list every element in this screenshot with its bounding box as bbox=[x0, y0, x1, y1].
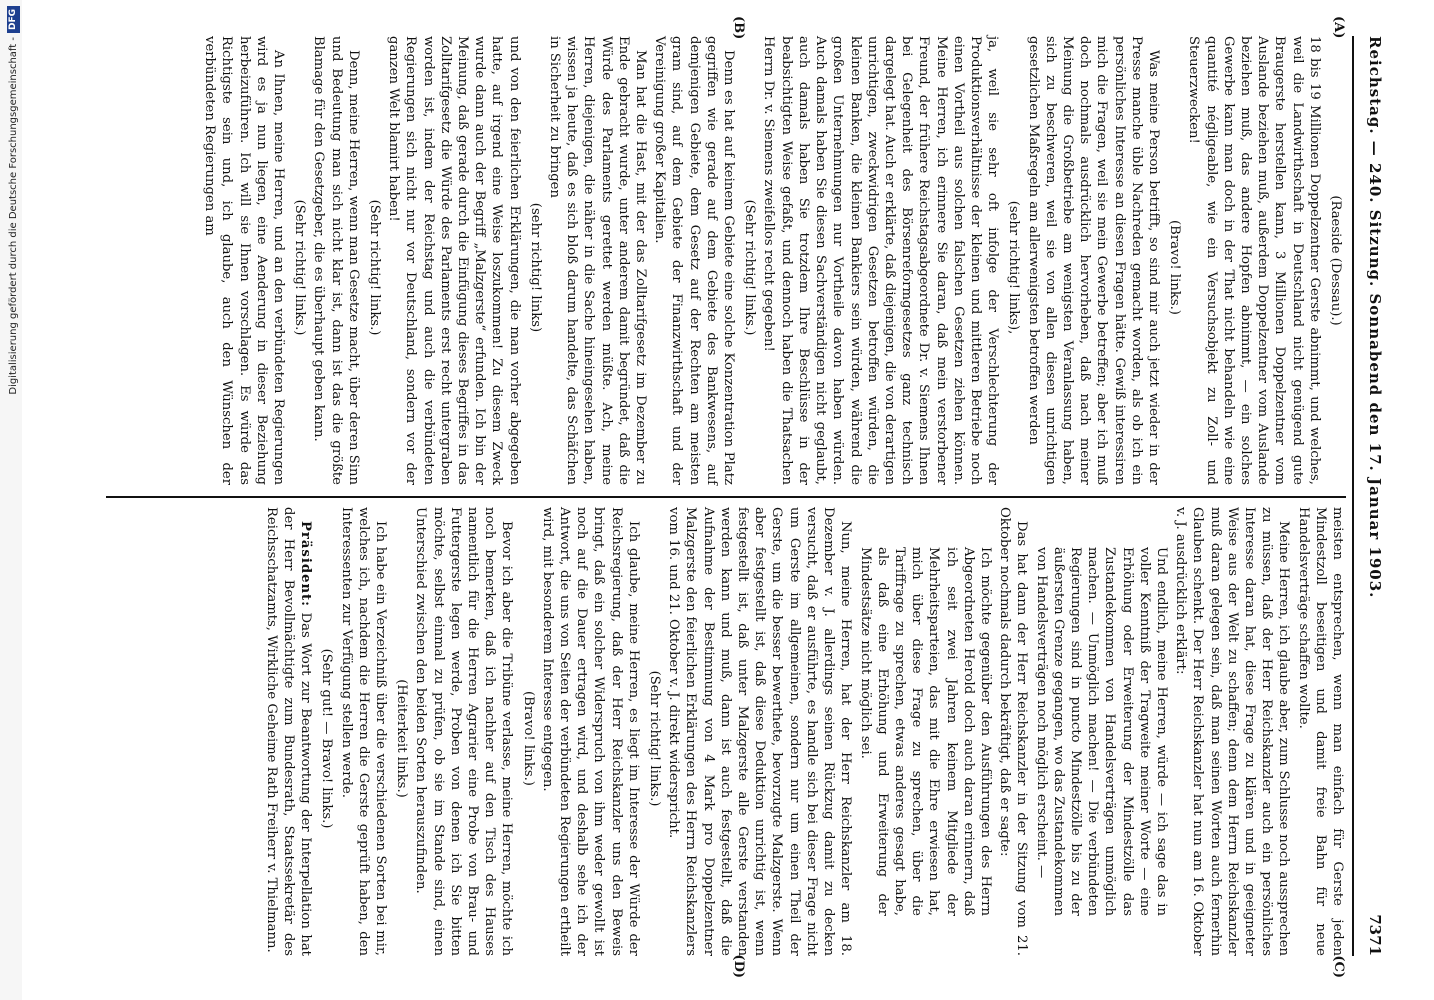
paragraph: ja, weil sie sehr oft infolge der Verschlechterung der Produktionsverhältnisse der kleinen und mittleren Betriebe noch einen Vortheil aus solchen falschen Gesetzen ziehen können. Meine Herren, ich erinnere Sie daran, daß mein verstorbener Freund, der frühere Reichstagsabgeordnete Dr. v. Siemens Ihnen bei Gelegenheit des Börsenreformgesetzes ganz technisch dargelegt hat. Auch er erklärte, daß diejenigen, die von derartigen unrichtigen, zweckwidrigen Gesetzen betroffen würden, die kleinen Banken, die kleinen Bankiers sein würden, während die großen Unternehmungen nur Vortheile davon haben würden. Auch damals haben Sie diesen Sachverständigen nicht geglaubt, auch damals haben Sie trotzdem Ihre Beschlüsse in der beabsichtigten Weise gefaßt, und dennoch haben die Thatsachen Herrn Dr. v. Siemens zweifellos recht gegeben! bbox=[761, 36, 1001, 485]
paragraph: Das hat dann der Herr Reichskanzler in der Sitzung vom 21. Oktober nochmals dadurch bekräftigt, daß er sagte: bbox=[997, 507, 1030, 956]
interjection: (sehr richtig! links) bbox=[527, 202, 543, 333]
interjection: (Sehr richtig! links.) bbox=[292, 199, 308, 336]
paragraph: Nun, meine Herren, hat der Herr Reichskanzler am 18. Dezember v. J. allerdings seinen Rückzug damit zu decken versucht, daß er ausführte, es handle sich bei dieser Frage nicht um Gerste im allgemeinen, sondern nur um einen Theil der Gerste, um die besser bewerthete, bevorzugte Malzgerste. Wenn aber festgestellt ist, daß diese Deduktion unrichtig ist, wenn festgestellt ist, daß unter Malzgerste alle Gerste verstanden werden kann und muß, dann ist auch festgestellt, daß die Aufnahme der Bestimmung von 4 Mark pro Doppelzentner Malzgerste den feierlichen Erklärungen des Herrn Reichskanzlers vom 16. und 21. Oktober v. J. direkt widerspricht. bbox=[666, 507, 854, 956]
text-columns bbox=[106, 16, 1346, 978]
dfg-logo: DFG bbox=[7, 6, 20, 33]
header-title: Reichstag. — 240. Sitzung. Sonnabend den 17. Januar 1903. bbox=[1366, 36, 1384, 599]
page-header bbox=[1352, 36, 1384, 956]
digitization-text: Digitalisierung gefördert durch die Deutsche Forschungsgemeinschaft - bbox=[7, 37, 19, 395]
paragraph-text: Das Wort zur Beantwortung der Interpellation hat der Herr Bevollmächtigte zum Bundesrath, Staatssekretär des Reichsschatzamts, Wirkliche Geheime Rath Freiherr v. Thielmann. bbox=[263, 507, 314, 956]
paragraph: Bevor ich aber die Tribüne verlasse, meine Herren, möchte ich noch bemerken, daß ich nachher auf den Tisch des Hauses namentlich für die Herren Agrarier eine Probe von Brau- und Futtergerste legen werde, Proben von denen ich Sie bitten möchte, selbst einmal zu prüfen, ob sie im Stande sind, einen Unterschied zwischen den beiden Sorten herauszufinden. bbox=[413, 507, 515, 956]
margin-marker-a: (A) bbox=[1331, 16, 1346, 39]
paragraph: Ich habe ein Verzeichniß über die verschiedenen Sorten bei mir, welches ich, nachdem die Herren die Gerste geprüft haben, den Interessenten zur Verfügung stellen werde. bbox=[338, 507, 389, 956]
speaker-label: Präsident: bbox=[298, 521, 314, 608]
page-number: 7371 bbox=[1366, 914, 1384, 956]
column-divider bbox=[106, 496, 1346, 498]
scanned-page bbox=[80, 16, 1390, 976]
left-column bbox=[106, 36, 1346, 485]
paragraph: Man hat die Hast, mit der das Zolltarifgesetz im Dezember zu Ende gebracht wurde, unter anderem damit begründet, daß die Würde des Parlaments gerettet werden müßte. Ach, meine Herren, diejenigen, die näher in die Sache hineingesehen haben, wissen ja heute, daß es sich bloß darum handelte, das Schäfchen in Sicherheit zu bringen bbox=[547, 36, 649, 485]
paragraph: meisten entsprechen, wenn man einfach für Gerste jeden Mindestzoll beseitigen und damit freie Bahn für neue Handelsverträge schaffen wollte. bbox=[1295, 507, 1345, 956]
paragraph: Ich glaube, meine Herren, es liegt im Interesse der Würde der Reichsregierung, daß der Herr Reichskanzler uns den Beweis bringt, daß ein solcher Widerspruch von ihm weder gewollt ist noch auf die Dauer ertragen wird, und deshalb sehe ich der Antwort, die uns von Seiten der verbündeten Regierungen ertheilt wird, mit besonderem Interesse entgegen. bbox=[539, 507, 641, 956]
scanned-page-area bbox=[80, 16, 1390, 976]
interjection: (Sehr richtig! links.) bbox=[367, 199, 383, 336]
margin-marker-c: (C) bbox=[1331, 955, 1346, 978]
interjection: (Sehr richtig! links.) bbox=[647, 670, 663, 807]
interjection: (Bravo! links.) bbox=[1167, 220, 1183, 315]
interjection: (Bravo! links.) bbox=[520, 691, 536, 786]
digitization-notice bbox=[2, 0, 24, 1000]
interjection: (Heiterkeit links.) bbox=[394, 679, 410, 798]
margin-marker-d: (D) bbox=[731, 954, 746, 978]
interjection: (sehr richtig! links), bbox=[1006, 200, 1022, 335]
interjection: (Sehr gut! — Bravo! links.) bbox=[319, 648, 335, 829]
side-strip bbox=[0, 0, 22, 1000]
quotation: Ich möchte gegenüber den Ausführungen des Herrn Abgeordneten Herold doch auch daran erinnern, daß ich seit zwei Jahren keinem Mitgliede der Mehrheitsparteien, das mit die Ehre erwiesen hat, mich über diese Frage zu sprechen, über die Tariffrage zu sprechen, etwas anderes gesagt habe, als daß eine Erhöhung und Erweiterung der Mindestsätze nicht möglich sei. bbox=[857, 547, 993, 916]
speaker-heading: (Raeside (Dessau).) bbox=[1328, 195, 1343, 326]
paragraph: und von den feierlichen Erklärungen, die man vorher abgegeben hatte, auf irgend eine Weise loszukommen! Zu diesem Zweck wurde dann auch der Begriff „Malzgerste“ erfunden. Ich bin der Meinung, daß gerade durch die Einfügung dieses Begriffes in das Zolltarifgesetz die Würde des Parlaments erst recht untergraben worden ist, indem der Reichstag und auch die verbündeten Regierungen sich nicht nur vor Deutschland, sondern vor der ganzen Welt blamirt haben! bbox=[386, 36, 522, 485]
right-column bbox=[106, 507, 1346, 956]
president-paragraph bbox=[263, 507, 315, 956]
paragraph: Meine Herren, ich glaube aber, zum Schlusse noch aussprechen zu müssen, daß der Herr Reichskanzler auch ein persönliches Interesse daran hat, diese Frage zu klären und in geeigneter Weise aus der Welt zu schaffen; denn dem Herrn Reichskanzler muß daran gelegen sein, daß man seinen Worten auch fernerhin Glauben schenkt. Der Herr Reichskanzler hat nun am 16. Oktober v. J. ausdrücklich erklärt: bbox=[1173, 507, 1292, 956]
interjection: (Sehr richtig! links.) bbox=[742, 199, 758, 336]
paragraph: Denn, meine Herren, wenn man Gesetze macht, über deren Sinn und Bedeutung man sich nicht klar ist, dann ist das die größte Blamage für den Gesetzgeber, die es überhaupt geben kann. bbox=[311, 36, 361, 485]
paragraph: Was meine Person betrifft, so sind mir auch jetzt wieder in der Presse manche üble Nachreden gemacht worden, als ob ich ein persönliches Interesse an diesen Fragen hätte. Gewiß interessiren mich die Fragen, weil sie mein Gewerbe betreffen; aber ich muß doch nochmals ausdrücklich hervorheben, daß nach meiner Meinung die Großbetriebe am wenigsten Veranlassung haben, sich zu beschweren, weil sie von allen diesen unrichtigen gesetzlichen Maßregeln am allerwenigsten betroffen werden bbox=[1025, 36, 1161, 485]
quotation: Und endlich, meine Herren, würde — ich sage das in voller Kenntniß der Tragweite meiner Worte — eine Erhöhung oder Erweiterung der Mindestzölle das Zustandekommen von Handelsverträgen unmöglich machen. — Unmöglich machen! — Die verbündeten Regierungen sind in puncto Mindestzölle bis zu der äußersten Grenze gegangen, wo das Zustandekommen von Handelsverträgen noch möglich erscheint. — bbox=[1033, 547, 1169, 916]
paragraph: 18 bis 19 Millionen Doppelzentner Gerste abnimmt, und welches, weil die Landwirthschaft in Deutschland nicht genügend gute Braugerste herstellen kann, 3 Millionen Doppelzentner vom Auslande beziehen muß, außerdem Doppelzentner vom Auslande beziehen muß, das andere Hopfen abnimmt, — ein solches Gewerbe kann man doch in der That nicht behandeln wie eine quantité négligeable, wie ein Versuchsobjekt zu Zoll- und Steuerzwecken! bbox=[1186, 36, 1322, 485]
margin-marker-b: (B) bbox=[731, 16, 746, 40]
paragraph: Denn es hat auf keinem Gebiete eine solche Konzentration Platz gegriffen wie gerade auf dem Gebiete des Bankwesens, auf demjenigen Gebiete, dem Gesetz auf der Rechten am meisten gram sind, auf dem Gebiete der Finanzwirthschaft und der Vereinigung großer Kapitalien. bbox=[652, 36, 737, 485]
paragraph: An Ihnen, meine Herren, und an den verbündeten Regierungen wird es ja nun liegen, eine Aenderung in dieser Beziehung herbeizuführen. Ich will sie Ihnen vorschlagen. Es würde das Richtigste sein und, ich glaube, auch den Wünschen der verbündeten Regierungen am bbox=[202, 36, 287, 485]
